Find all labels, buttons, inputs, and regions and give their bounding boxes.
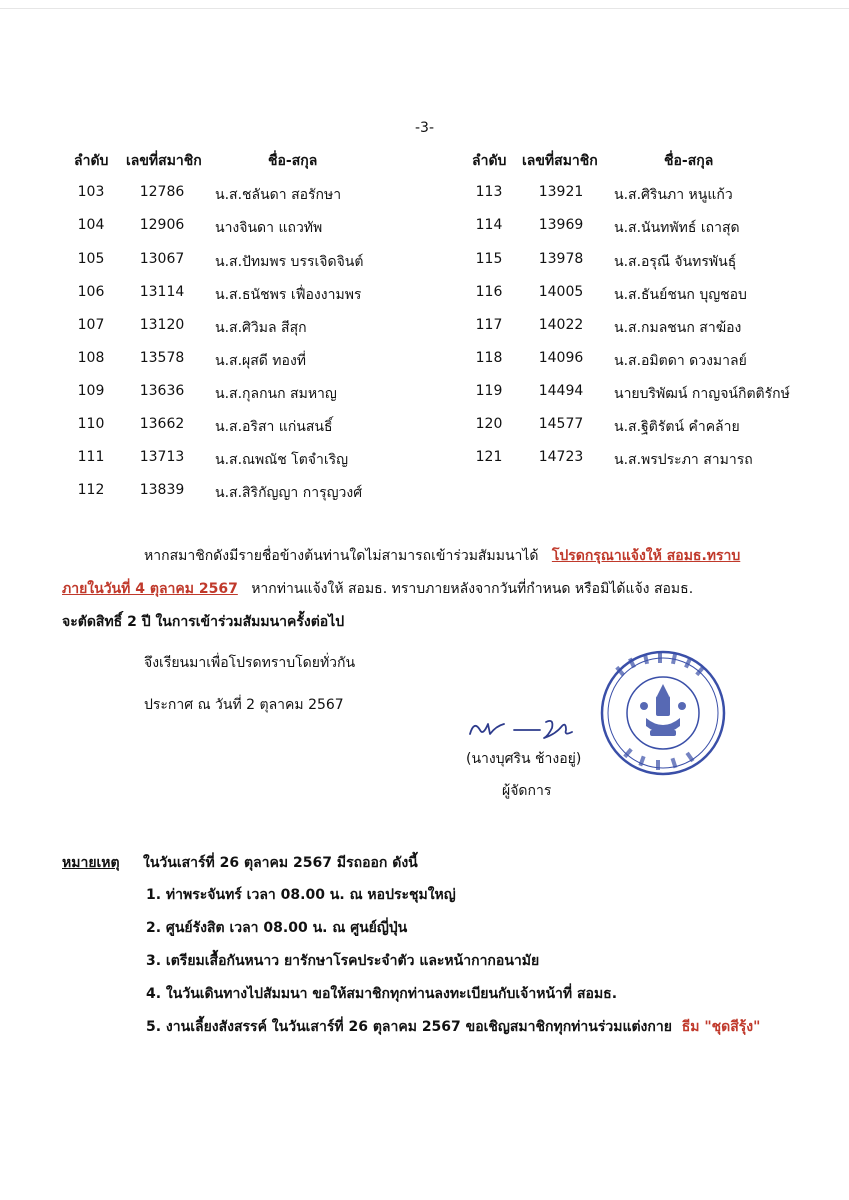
member-no-cell: 14577 [538,416,584,432]
top-rule [0,8,849,9]
order-cell: 114 [475,217,503,233]
member-no-cell: 13978 [538,251,584,267]
order-cell: 115 [475,251,503,267]
name-cell: น.ส.พรประภา สามารถ [614,452,753,468]
member-no-cell: 13839 [139,482,185,498]
header-member-no-right: เลขที่สมาชิก [522,153,598,169]
header-order-left: ลำดับ [74,153,109,169]
name-cell: น.ส.อริสา แก่นสนธิ์ [215,419,333,435]
note-item-5-text: 5. งานเลี้ยงสังสรรค์ ในวันเสาร์ที่ 26 ตุลาคม 2567 ขอเชิญสมาชิกทุกท่านร่วมแต่งกาย [146,1019,672,1035]
member-no-cell: 13969 [538,217,584,233]
notice-line-1-text: หากสมาชิกดังมีรายชื่อข้างต้นท่านใดไม่สามารถเข้าร่วมสัมมนาได้ [144,548,539,564]
dress-theme-highlight: ธีม "ชุดสีรุ้ง" [681,1019,761,1035]
notice-penalty: จะตัดสิทธิ์ 2 ปี ในการเข้าร่วมสัมมนาครั้งต่อไป [62,614,345,630]
order-cell: 120 [475,416,503,432]
order-cell: 109 [77,383,105,399]
member-no-cell: 12786 [139,184,185,200]
note-label: หมายเหตุ [62,855,120,871]
name-cell: น.ส.ณพณัช โตจำเริญ [215,452,349,468]
member-no-cell: 13114 [139,284,185,300]
order-cell: 108 [77,350,105,366]
note-item: 1. ท่าพระจันทร์ เวลา 08.00 น. ณ หอประชุมใหญ่ [146,887,456,903]
member-no-cell: 14494 [538,383,584,399]
cooperative-seal-icon [598,648,728,778]
member-no-cell: 12906 [139,217,185,233]
name-cell: น.ส.กุลกนก สมหาญ [215,386,337,402]
header-order-right: ลำดับ [472,153,507,169]
note-item-5 [146,1016,760,1038]
note-heading: ในวันเสาร์ที่ 26 ตุลาคม 2567 มีรถออก ดังนี้ [143,855,418,871]
order-cell: 103 [77,184,105,200]
page-number: -3- [414,120,434,136]
name-cell: น.ส.สิริกัญญา การุญวงศ์ [215,485,363,501]
notice-date: ประกาศ ณ วันที่ 2 ตุลาคม 2567 [144,697,344,713]
member-no-cell: 13713 [139,449,185,465]
name-cell: น.ส.ผุสดี ทองที่ [215,353,307,369]
order-cell: 116 [475,284,503,300]
order-cell: 118 [475,350,503,366]
notice-deadline-highlight: ภายในวันที่ 4 ตุลาคม 2567 [62,581,238,597]
order-cell: 121 [475,449,503,465]
order-cell: 111 [77,449,105,465]
member-no-cell: 13636 [139,383,185,399]
name-cell: น.ส.ชลันดา สอรักษา [215,187,342,203]
order-cell: 119 [475,383,503,399]
name-cell: น.ส.กมลชนก สาฆ้อง [614,320,742,336]
order-cell: 104 [77,217,105,233]
order-cell: 105 [77,251,105,267]
signer-title: ผู้จัดการ [502,783,552,799]
name-cell: น.ส.ศิรินภา หนูแก้ว [614,187,733,203]
member-no-cell: 14022 [538,317,584,333]
note-item: 4. ในวันเดินทางไปสัมมนา ขอให้สมาชิกทุกท่านลงทะเบียนกับเจ้าหน้าที่ สอมธ. [146,986,618,1002]
order-cell: 117 [475,317,503,333]
member-no-cell: 13921 [538,184,584,200]
name-cell: น.ส.ธันย์ชนก บุญชอบ [614,287,747,303]
name-cell: น.ส.อมิตดา ดวงมาลย์ [614,353,747,369]
header-member-no-left: เลขที่สมาชิก [126,153,202,169]
notice-line-2 [62,578,693,600]
member-no-cell: 14723 [538,449,584,465]
order-cell: 110 [77,416,105,432]
member-no-cell: 14005 [538,284,584,300]
header-name-right: ชื่อ-สกุล [664,153,714,169]
notice-line-1 [144,545,740,567]
notice-line-2-text: หากท่านแจ้งให้ สอมธ. ทราบภายหลังจากวันที่กำหนด หรือมิได้แจ้ง สอมธ. [251,581,694,597]
order-cell: 112 [77,482,105,498]
name-cell: น.ส.ธนัชพร เฟื่องงามพร [215,287,362,303]
name-cell: น.ส.ปัทมพร บรรเจิดจินต์ [215,254,364,270]
member-no-cell: 14096 [538,350,584,366]
name-cell: นายบริพัฒน์ กาญจน์กิตติรักษ์ [614,386,790,402]
order-cell: 107 [77,317,105,333]
header-name-left: ชื่อ-สกุล [268,153,318,169]
order-cell: 113 [475,184,503,200]
notice-request-highlight: โปรดกรุณาแจ้งให้ สอมธ.ทราบ [551,548,741,564]
name-cell: น.ส.อรุณี จันทรพันธุ์ [614,254,737,270]
member-no-cell: 13662 [139,416,185,432]
member-no-cell: 13120 [139,317,185,333]
name-cell: น.ส.ฐิติรัตน์ คำคล้าย [614,419,740,435]
name-cell: น.ส.นันทพัทธ์ เถาสุด [614,220,740,236]
notice-closing: จึงเรียนมาเพื่อโปรดทราบโดยทั่วกัน [144,655,356,671]
name-cell: นางจินดา แถวทัพ [215,220,323,236]
member-no-cell: 13067 [139,251,185,267]
name-cell: น.ส.ศิวิมล สีสุก [215,320,307,336]
member-no-cell: 13578 [139,350,185,366]
signature-image [462,708,582,742]
note-item: 2. ศูนย์รังสิต เวลา 08.00 น. ณ ศูนย์ญี่ปุ่น [146,920,408,936]
order-cell: 106 [77,284,105,300]
signer-name: (นางบุศริน ช้างอยู่) [466,751,582,767]
note-item: 3. เตรียมเสื้อกันหนาว ยารักษาโรคประจำตัว และหน้ากากอนามัย [146,953,540,969]
